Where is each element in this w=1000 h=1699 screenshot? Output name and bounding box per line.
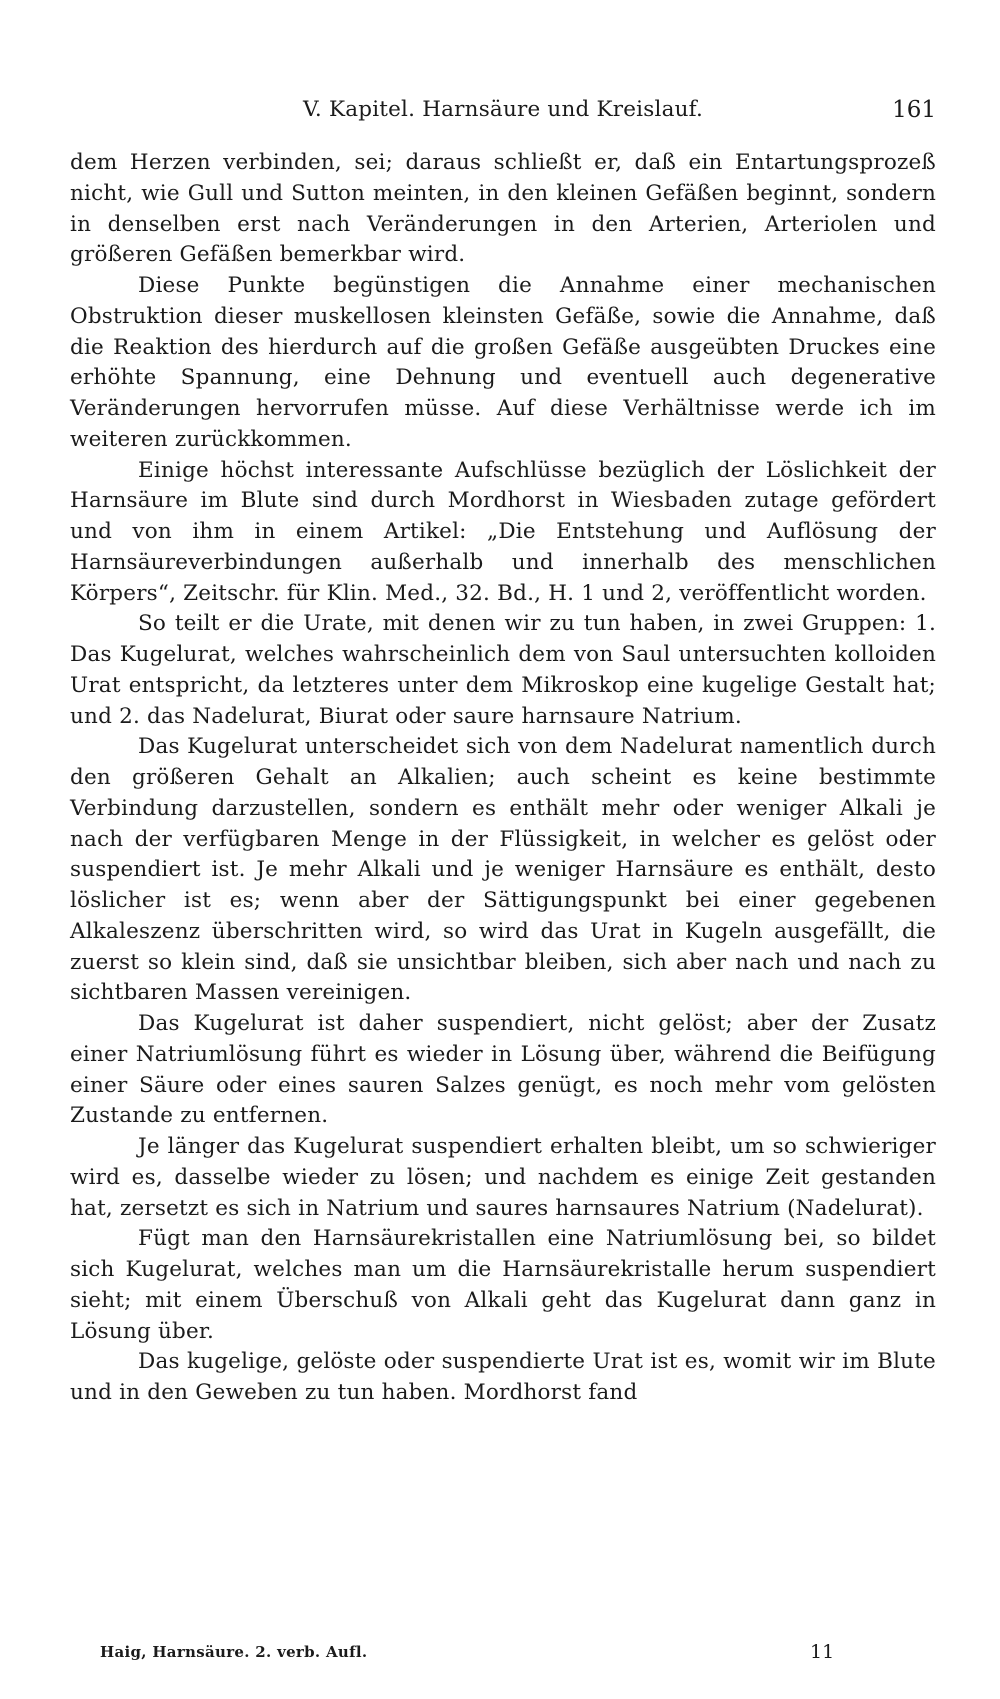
paragraph: Diese Punkte begünstigen die Annahme einer mechanischen Obstruktion dieser muskellosen kleinsten Gefäße, sowie die Annahme, daß die Reaktion des hierdurch auf die großen Gefäße ausgeübten Druckes eine erhöhte Spannung, eine Dehnung und eventuell auch degenerative Veränderungen hervorrufen müsse. Auf diese Verhältnisse werde ich im weiteren zurückkommen. [70, 273, 936, 452]
paragraph-continuation: dem Herzen verbinden, sei; daraus schließt er, daß ein Entartungsprozeß nicht, wie Gull und Sutton meinten, in den kleinen Gefäßen beginnt, sondern in denselben erst nach Veränderungen in den Arterien, Arteriolen und größeren Gefäßen bemerkbar wird. [70, 150, 936, 268]
signature-line: Haig, Harnsäure. 2. verb. Aufl. [100, 1643, 368, 1661]
paragraph: Das Kugelurat unterscheidet sich von dem Nadelurat namentlich durch den größeren Gehalt an Alkalien; auch scheint es keine bestimmte Verbindung darzustellen, sondern es enthält mehr oder weniger Alkali je nach der verfügbaren Menge in der Flüssigkeit, in welcher es gelöst oder suspendiert ist. Je mehr Alkali und je weniger Harnsäure es enthält, desto löslicher ist es; wenn aber der Sättigungspunkt bei einer gegebenen Alkaleszenz überschritten wird, so wird das Urat in Kugeln ausgefällt, die zuerst so klein sind, daß sie unsichtbar bleiben, sich aber nach und nach zu sichtbaren Massen vereinigen. [70, 734, 936, 1006]
paragraph: Das kugelige, gelöste oder suspendierte Urat ist es, womit wir im Blute und in den Geweben zu tun haben. Mordhorst fand [70, 1349, 936, 1405]
running-head [70, 92, 936, 128]
sheet-number: 11 [810, 1641, 835, 1663]
paragraph: Je länger das Kugelurat suspendiert erhalten bleibt, um so schwieriger wird es, dasselbe wieder zu lösen; und nachdem es einige Zeit gestanden hat, zersetzt es sich in Natrium und saures harnsaures Natrium (Nadelurat). [70, 1134, 936, 1221]
page-number: 161 [892, 97, 936, 123]
running-title: V. Kapitel. Harnsäure und Kreislauf. [302, 97, 704, 122]
body-text [70, 148, 936, 1409]
paragraph: Fügt man den Harnsäurekristallen eine Natriumlösung bei, so bildet sich Kugelurat, welches man um die Harnsäurekristalle herum suspendiert sieht; mit einem Überschuß von Alkali geht das Kugelurat dann ganz in Lösung über. [70, 1226, 936, 1344]
page-footer [100, 1637, 835, 1667]
paragraph: So teilt er die Urate, mit denen wir zu tun haben, in zwei Gruppen: 1. Das Kugelurat, welches wahrscheinlich dem von Saul untersuchten kolloiden Urat entspricht, da letzteres unter dem Mikroskop eine kugelige Gestalt hat; und 2. das Nadelurat, Biurat oder saure harnsaure Natrium. [70, 611, 936, 729]
paragraph: Das Kugelurat ist daher suspendiert, nicht gelöst; aber der Zusatz einer Natriumlösung führt es wieder in Lösung über, während die Beifügung einer Säure oder eines sauren Salzes genügt, es noch mehr vom gelösten Zustande zu entfernen. [70, 1011, 936, 1129]
paragraph: Einige höchst interessante Aufschlüsse bezüglich der Löslichkeit der Harnsäure im Blute sind durch Mordhorst in Wiesbaden zutage gefördert und von ihm in einem Artikel: „Die Entstehung und Auflösung der Harnsäureverbindungen außerhalb und innerhalb des menschlichen Körpers“, Zeitschr. für Klin. Med., 32. Bd., H. 1 und 2, veröffentlicht worden. [70, 457, 936, 606]
